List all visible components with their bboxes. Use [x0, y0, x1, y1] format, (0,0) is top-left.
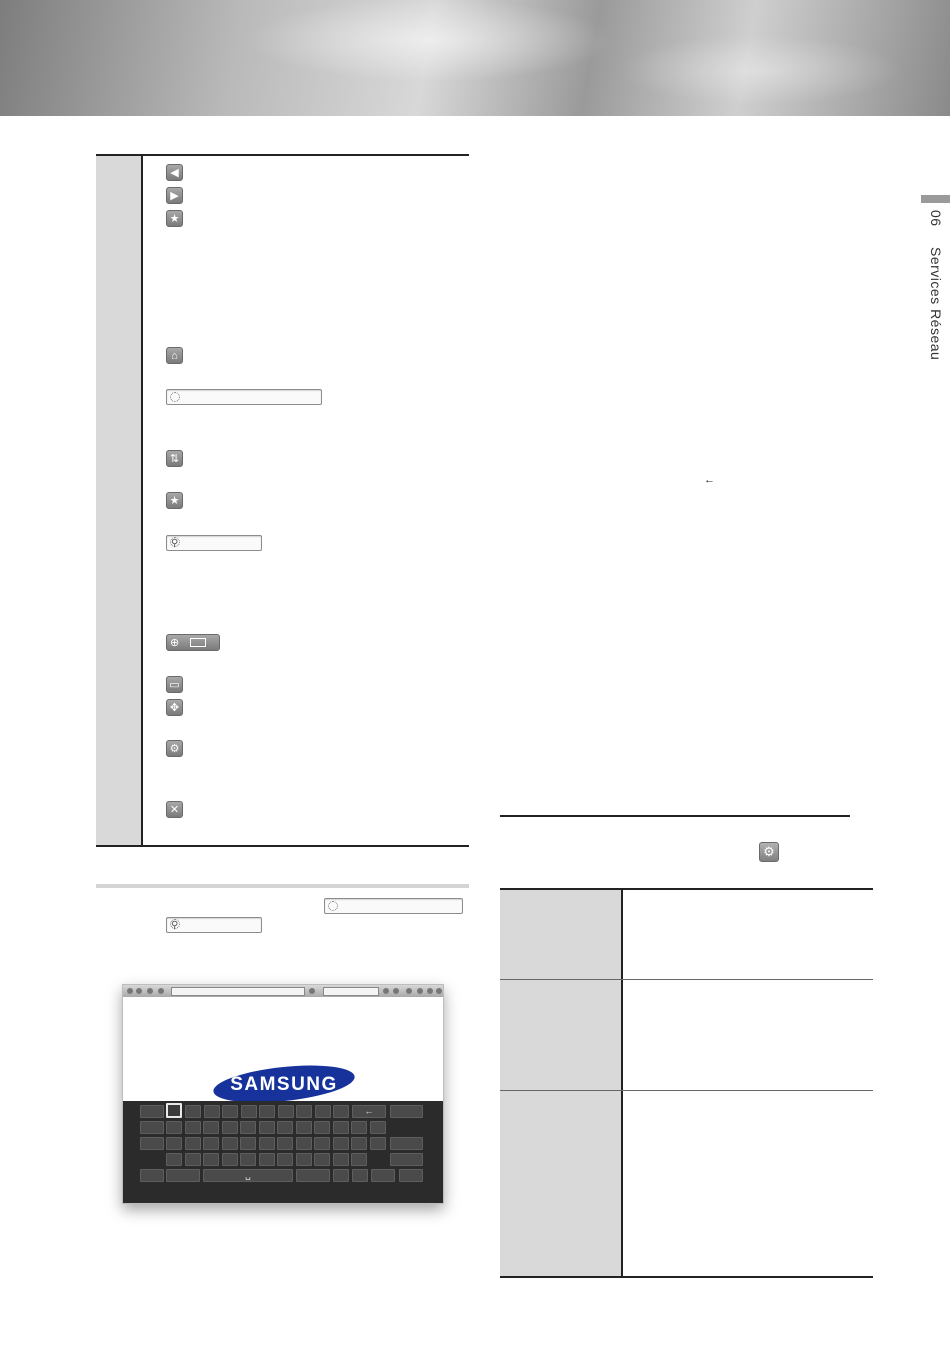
keyboard-key [296, 1169, 330, 1182]
toolbar-button-icon [427, 988, 433, 994]
toolbar-button-icon [309, 988, 315, 994]
settings-gear-icon: ⚙ [166, 740, 183, 757]
keyboard-key [185, 1121, 201, 1134]
header-banner [0, 0, 950, 116]
keyboard-key [222, 1137, 238, 1150]
page-loading-icon [328, 901, 338, 911]
keyboard-key [314, 1137, 330, 1150]
options-table-column-divider [621, 890, 623, 1277]
home-icon: ⌂ [166, 347, 183, 364]
keyboard-key [296, 1105, 312, 1118]
toolbar-button-icon [436, 988, 442, 994]
keyboard-key [166, 1137, 182, 1150]
keyboard-key [241, 1105, 257, 1118]
keyboard-key [351, 1153, 367, 1166]
keyboard-key [333, 1153, 349, 1166]
keyboard-key [315, 1105, 331, 1118]
keyboard-key [185, 1137, 201, 1150]
keyboard-key [333, 1121, 349, 1134]
table-column-divider [141, 156, 143, 845]
keyboard-key [277, 1137, 293, 1150]
keyboard-key [204, 1105, 220, 1118]
toolbar-button-icon [406, 988, 412, 994]
keyboard-key [203, 1137, 219, 1150]
bookmarks-star-icon: ★ [166, 210, 183, 227]
keyboard-key [352, 1169, 368, 1182]
keyboard-key [399, 1169, 423, 1182]
toolbar-button-icon [383, 988, 389, 994]
table-label-column [96, 156, 141, 845]
window-list-icon: ▭ [166, 676, 183, 693]
zoom-window-icon [190, 638, 206, 647]
close-icon: ✕ [166, 801, 183, 818]
settings-key [166, 1169, 200, 1182]
keyboard-key [296, 1121, 312, 1134]
keyboard-key [370, 1137, 386, 1150]
toolbar-button-icon [127, 988, 133, 994]
chapter-number: 06 [928, 210, 944, 227]
browser-keyboard-screenshot [122, 984, 444, 1204]
keyboard-key [278, 1105, 294, 1118]
browser-toolbar [123, 985, 443, 997]
page-loading-icon [170, 392, 180, 402]
keyboard-key [203, 1153, 219, 1166]
keyboard-key [277, 1153, 293, 1166]
forward-icon: ▶ [166, 187, 183, 204]
toolbar-button-icon [158, 988, 164, 994]
zoom-magnifier-icon: ⊕ [170, 637, 180, 649]
keyboard-key [240, 1137, 256, 1150]
options-table-bottom-rule [500, 1276, 873, 1278]
keyboard-key [259, 1105, 275, 1118]
keyboard-key [166, 1153, 182, 1166]
settings-gear-icon: ⚙ [759, 842, 779, 862]
keyboard-key [333, 1137, 349, 1150]
keyboard-key [390, 1105, 423, 1118]
chapter-tab [922, 210, 944, 380]
keyboard-key [296, 1153, 312, 1166]
backspace-key: ← [352, 1105, 386, 1118]
keyboard-key [296, 1137, 312, 1150]
keyboard-key [333, 1169, 349, 1182]
keyboard-key [259, 1137, 275, 1150]
keyboard-key [222, 1105, 238, 1118]
toolbar-button-icon [417, 988, 423, 994]
toolbar-button-icon [136, 988, 142, 994]
keyboard-key [259, 1121, 275, 1134]
pointer-mode-icon: ✥ [166, 699, 183, 716]
back-icon: ◀ [166, 164, 183, 181]
on-screen-keyboard [123, 1101, 443, 1203]
keyboard-key [333, 1105, 349, 1118]
backspace-arrow-icon: ← [704, 474, 715, 486]
keyboard-key [222, 1153, 238, 1166]
magnifier-icon: ⚲ [171, 920, 179, 931]
keyboard-key [259, 1153, 275, 1166]
add-bookmark-icon: ★ [166, 492, 183, 509]
options-table-label-column [500, 890, 621, 1277]
inline-address-bar-icon [324, 898, 463, 914]
keyboard-key [240, 1153, 256, 1166]
keyboard-key [222, 1121, 238, 1134]
inline-search-bar-icon [166, 917, 262, 933]
magnifier-icon: ⚲ [171, 538, 179, 549]
keyboard-key [240, 1121, 256, 1134]
table-top-rule [96, 154, 469, 156]
keyboard-key [140, 1137, 164, 1150]
browser-search-field [323, 987, 379, 996]
keyboard-key [390, 1153, 423, 1166]
options-table-row-divider [500, 1090, 873, 1091]
browser-url-field [171, 987, 305, 996]
refresh-icon: ⇅ [166, 450, 183, 467]
keyboard-key [314, 1121, 330, 1134]
keyboard-key-selected [166, 1103, 182, 1118]
toolbar-button-icon [147, 988, 153, 994]
keyboard-key [370, 1121, 386, 1134]
table-bottom-rule [96, 845, 469, 847]
keyboard-key [140, 1169, 164, 1182]
samsung-logo-text: SAMSUNG [230, 1074, 338, 1095]
section-rule [96, 884, 469, 888]
section-rule-right [500, 815, 850, 817]
options-table-row-divider [500, 979, 873, 980]
keyboard-key [351, 1121, 367, 1134]
keyboard-key [185, 1105, 201, 1118]
search-bar-icon [166, 535, 262, 551]
zoom-icon [166, 634, 220, 651]
keyboard-key [351, 1137, 367, 1150]
chapter-title: Services Réseau [928, 246, 944, 361]
shift-key [140, 1121, 164, 1134]
chapter-tab-marker [921, 195, 950, 203]
keyboard-key [371, 1169, 395, 1182]
keyboard-key [390, 1137, 423, 1150]
address-bar-icon [166, 389, 322, 405]
keyboard-key [185, 1153, 201, 1166]
toolbar-button-icon [393, 988, 399, 994]
keyboard-key [314, 1153, 330, 1166]
keyboard-key [277, 1121, 293, 1134]
space-key: ␣ [203, 1169, 293, 1182]
keyboard-key [203, 1121, 219, 1134]
keyboard-key [166, 1121, 182, 1134]
keyboard-key [140, 1105, 164, 1118]
